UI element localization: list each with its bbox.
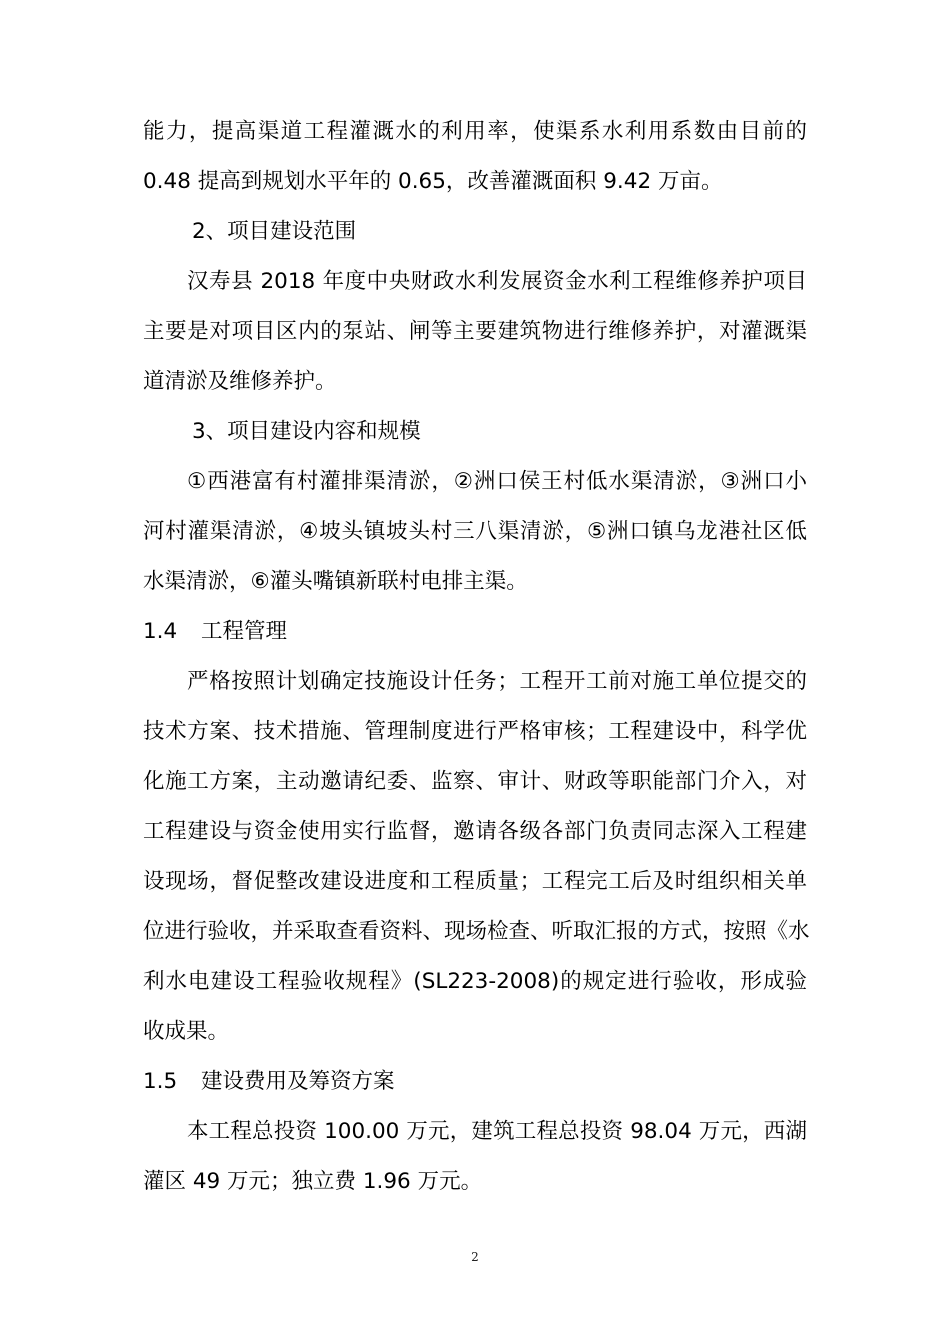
paragraph-line: 工程建设与资金使用实行监督，邀请各级各部门负责同志深入工程建 [143,819,807,844]
paragraph-line: 设现场，督促整改建设进度和工程质量；工程完工后及时组织相关单 [143,869,807,894]
paragraph-line: 主要是对项目区内的泵站、闸等主要建筑物进行维修养护，对灌溉渠 [143,319,807,344]
paragraph-line: 汉寿县 2018 年度中央财政水利发展资金水利工程维修养护项目 [187,269,807,294]
section-title: 建设费用及筹资方案 [201,1069,395,1094]
section-heading [143,617,287,647]
section-number: 1.4 [143,619,178,644]
paragraph-line: 道清淤及维修养护。 [143,369,337,394]
paragraph-line: 位进行验收，并采取查看资料、现场检查、听取汇报的方式，按照《水 [143,919,810,944]
subsection-heading: 3、项目建设内容和规模 [192,419,421,444]
paragraph-line: 严格按照计划确定技施设计任务；工程开工前对施工单位提交的 [187,669,807,694]
section-title: 工程管理 [201,619,288,644]
paragraph-line: 能力，提高渠道工程灌溉水的利用率，使渠系水利用系数由目前的 [143,119,807,144]
paragraph-line: 河村灌渠清淤，④坡头镇坡头村三八渠清淤，⑤洲口镇乌龙港社区低 [143,519,807,544]
page-number: 2 [471,1250,479,1264]
subsection-heading: 2、项目建设范围 [192,219,357,244]
paragraph-line: 灌区 49 万元；独立费 1.96 万元。 [143,1169,483,1194]
paragraph-line: 利水电建设工程验收规程》(SL223-2008)的规定进行验收，形成验 [143,969,807,994]
section-number: 1.5 [143,1069,178,1094]
paragraph-line: 技术方案、技术措施、管理制度进行严格审核；工程建设中，科学优 [143,719,807,744]
paragraph-line: ①西港富有村灌排渠清淤，②洲口侯王村低水渠清淤，③洲口小 [187,469,807,494]
paragraph-line: 收成果。 [143,1019,230,1044]
paragraph-line: 本工程总投资 100.00 万元，建筑工程总投资 98.04 万元，西湖 [187,1119,807,1144]
paragraph-line: 水渠清淤，⑥灌头嘴镇新联村电排主渠。 [143,569,528,594]
section-heading [143,1067,395,1097]
paragraph-line: 0.48 提高到规划水平年的 0.65，改善灌溉面积 9.42 万亩。 [143,169,723,194]
paragraph-line: 化施工方案，主动邀请纪委、监察、审计、财政等职能部门介入，对 [143,769,807,794]
